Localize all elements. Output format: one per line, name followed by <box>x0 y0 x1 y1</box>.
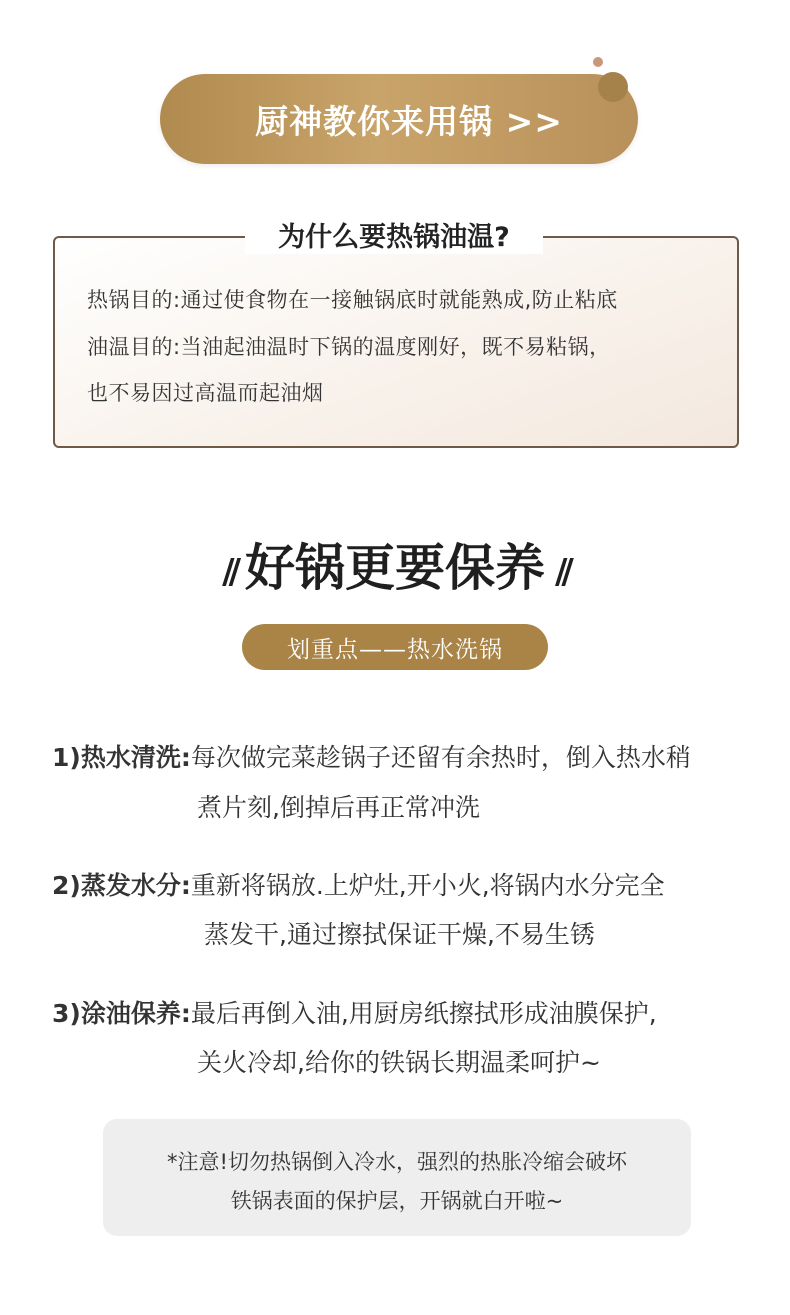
highlight-pill: 划重点——热水洗锅 <box>242 624 548 670</box>
banner-text: 厨神教你来用锅 >> <box>255 101 563 141</box>
step-2-label: 2)蒸发水分: <box>52 871 191 900</box>
decorative-dot-large <box>598 72 628 102</box>
note-box <box>103 1119 691 1236</box>
step-1-line-1 <box>52 738 691 774</box>
step-2-line-1 <box>52 866 665 902</box>
slash-decoration-right: // <box>555 551 568 592</box>
info-line-2: 油温目的:当油起油温时下锅的温度刚好，既不易粘锅， <box>87 335 611 359</box>
info-box-title-wrap <box>245 214 543 254</box>
slash-decoration-left: // <box>222 551 235 592</box>
section-title-text: 好锅更要保养 <box>245 539 545 597</box>
step-1-line-2: 煮片刻,倒掉后再正常冲洗 <box>197 793 480 822</box>
note-line-2: 铁锅表面的保护层，开锅就白开啦~ <box>230 1189 564 1213</box>
step-2-line-2: 蒸发干,通过擦拭保证干燥,不易生锈 <box>204 920 595 949</box>
step-1-text: 每次做完菜趁锅子还留有余热时，倒入热水稍 <box>190 743 691 772</box>
banner[interactable] <box>160 74 638 164</box>
info-box-title: 为什么要热锅油温? <box>278 221 510 253</box>
section-title <box>0 528 790 600</box>
note-line-1: *注意!切勿热锅倒入冷水，强烈的热胀冷缩会破坏 <box>167 1150 627 1174</box>
step-2-text: 重新将锅放.上炉灶,开小火,将锅内水分完全 <box>190 871 665 900</box>
step-1-label: 1)热水清洗: <box>52 743 191 772</box>
step-3-line-2: 关火冷却,给你的铁锅长期温柔呵护~ <box>197 1048 601 1077</box>
step-3-line-1 <box>52 994 657 1030</box>
info-line-3: 也不易因过高温而起油烟 <box>87 381 324 405</box>
step-3-text: 最后再倒入油,用厨房纸擦拭形成油膜保护, <box>190 999 657 1028</box>
info-line-1: 热锅目的:通过使食物在一接触锅底时就能熟成,防止粘底 <box>87 288 618 312</box>
step-3-label: 3)涂油保养: <box>52 999 191 1028</box>
decorative-dot-small <box>593 57 603 67</box>
